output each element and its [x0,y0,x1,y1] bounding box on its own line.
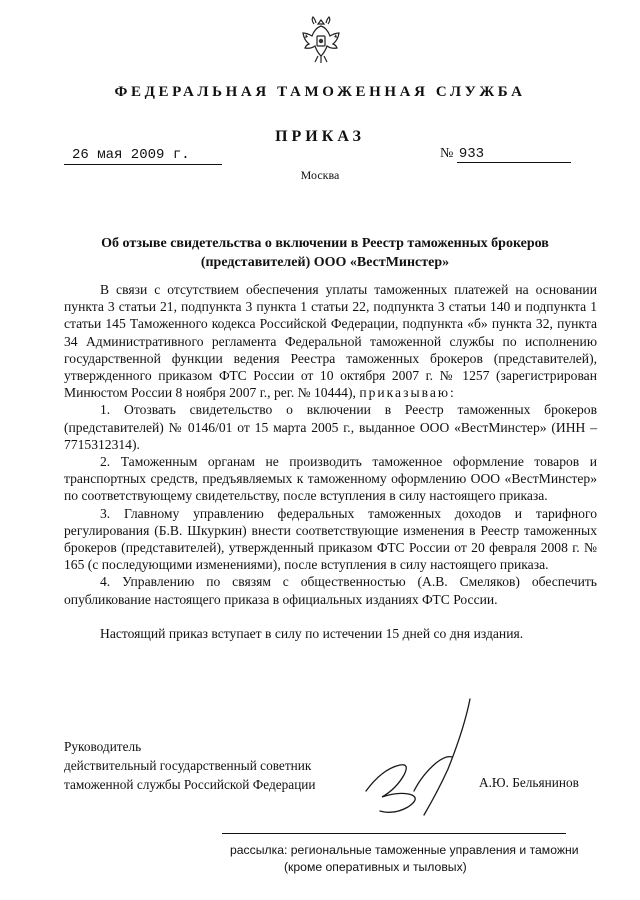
distribution-line-2: (кроме оперативных и тыловых) [284,860,467,874]
number-label: № [440,146,454,161]
subject-line-1: Об отзыве свидетельства о включении в Реестр таможенных брокеров [101,236,549,251]
order-body [64,281,597,642]
position-line-2: действительный государственный советник [64,758,312,773]
effective-clause: Настоящий приказ вступает в силу по истечении 15 дней со дня издания. [100,625,524,641]
order-item-4: 4. Управлению по связям с общественностью (А.В. Смеляков) обеспечить опубликование настоящего приказа в официальных изданиях ФТС России. [64,574,597,607]
paragraph-gap [64,608,597,625]
number-value: 933 [457,146,571,163]
distribution-rule [222,833,566,834]
order-date: 26 мая 2009 г. [64,147,222,165]
signatory-position [64,737,316,794]
position-line-1: Руководитель [64,739,142,754]
document-title: ПРИКАЗ [275,128,365,145]
preamble-paragraph [64,281,597,401]
order-subject [60,234,590,272]
handwritten-signature [362,695,492,825]
order-word: приказываю: [359,385,456,401]
distribution-list [230,842,579,876]
order-item-2: 2. Таможенным органам не производить таможенное оформление товаров и транспортных средств, предъявляемых к таможенному оформлению ООО «ВестМинстер» по соответствующему свидетельству, после вступления в силу настоящего приказа. [64,454,597,504]
coat-of-arms-icon [300,14,342,66]
position-line-3: таможенной службы Российской Федерации [64,777,316,792]
agency-name: ФЕДЕРАЛЬНАЯ ТАМОЖЕННАЯ СЛУЖБА [114,84,526,100]
preamble-text: В связи с отсутствием обеспечения уплаты таможенных платежей на основании пункта 3 статьи 21, подпункта 3 пункта 1 статьи 22, подпункта 3 статьи 140 и подпункта 1 статьи 145 Таможенного кодекса Российской Федерации, подпункта «б» пункта 32, пункта 34 Административного регламента Федеральной таможенной службы по исполнению государственной функции ведения Реестра таможенных брокеров (представителей), утвержденного приказом ФТС России от 10 октября 2007 г. № 1257 (зарегистрирован Минюстом России 8 ноября 2007 г., рег. № 10444), [64,282,597,401]
order-item-1: 1. Отозвать свидетельство о включении в Реестр таможенных брокеров (представителей) № 0146/01 от 15 марта 2005 г., выданное ООО «ВестМинстер» (ИНН – 7715312314). [64,402,597,452]
order-number [440,146,571,163]
signer-name: А.Ю. Бельянинов [479,775,579,790]
city: Москва [300,168,340,182]
subject-line-2: (представителей) ООО «ВестМинстер» [200,255,450,270]
order-item-3: 3. Главному управлению федеральных таможенных доходов и тарифного регулирования (Б.В. Шкуркин) внести соответствующие изменения в Реестр таможенных брокеров (представителей), утвержденный приказом ФТС России от 20 февраля 2008 г. № 165 (с последующими изменениями), после вступления в силу настоящего приказа. [64,505,597,573]
distribution-line-1: рассылка: региональные таможенные управления и таможни [230,843,579,857]
